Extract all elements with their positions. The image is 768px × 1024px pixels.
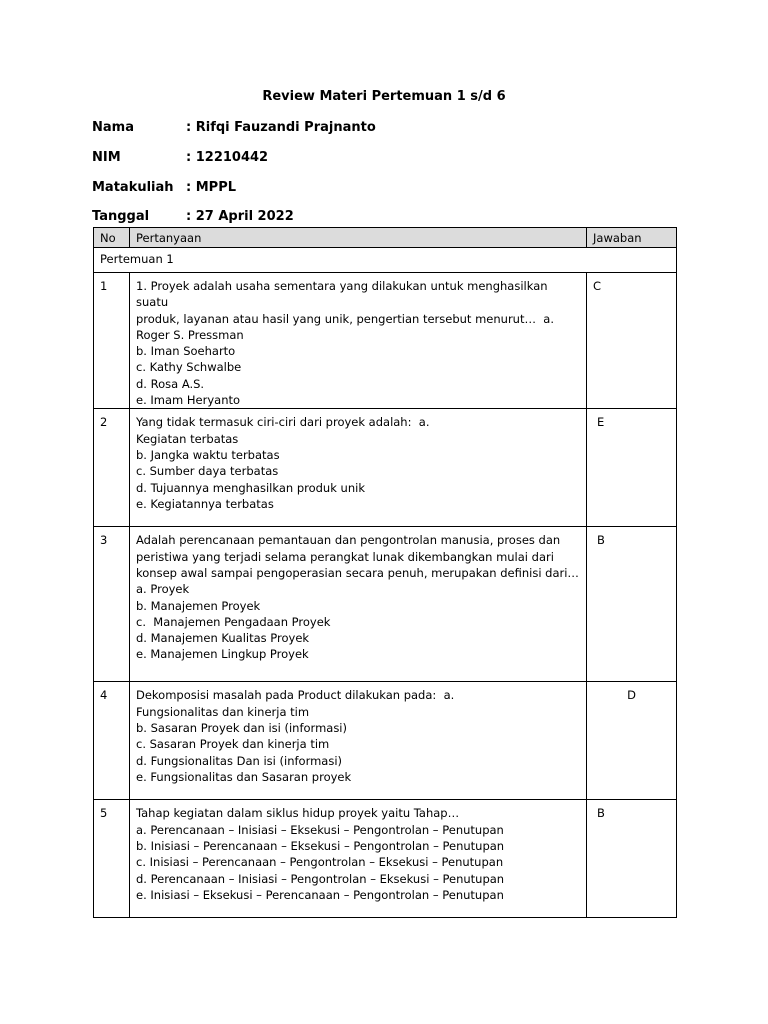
question-cell bbox=[130, 800, 587, 918]
table-row bbox=[94, 800, 677, 918]
option-line: d. Fungsionalitas Dan isi (informasi) bbox=[136, 753, 343, 768]
row-number: 1 bbox=[94, 273, 130, 409]
row-number: 4 bbox=[94, 682, 130, 800]
option-line: d. Rosa A.S. bbox=[136, 376, 205, 391]
info-label-nim: NIM bbox=[92, 150, 121, 165]
answer-cell: B bbox=[587, 800, 677, 918]
option-line: a. Perencanaan – Inisiasi – Eksekusi – Pengontrolan – Penutupan bbox=[136, 822, 504, 837]
question-cell bbox=[130, 273, 587, 409]
table-row bbox=[94, 273, 677, 409]
section-label: Pertemuan 1 bbox=[94, 248, 677, 273]
info-value-nim: : 12210442 bbox=[186, 150, 269, 165]
option-line: c. Kathy Schwalbe bbox=[136, 360, 242, 375]
info-label-tanggal: Tanggal bbox=[92, 209, 150, 224]
option-line: c. Manajemen Pengadaan Proyek bbox=[136, 614, 331, 629]
question-cell bbox=[130, 527, 587, 682]
section-row bbox=[94, 248, 677, 273]
row-number: 2 bbox=[94, 409, 130, 527]
header-question: Pertanyaan bbox=[130, 228, 587, 248]
question-line: Dekomposisi masalah pada Product dilakukan pada: a. bbox=[136, 688, 455, 703]
option-line: b. Iman Soeharto bbox=[136, 344, 236, 359]
info-value-matakuliah: : MPPL bbox=[186, 180, 237, 195]
info-row-matakuliah bbox=[92, 179, 236, 197]
option-line: b. Manajemen Proyek bbox=[136, 598, 261, 613]
header-no: No bbox=[94, 228, 130, 248]
option-line: e. Inisiasi – Eksekusi – Perencanaan – Pengontrolan – Penutupan bbox=[136, 887, 504, 902]
header-answer: Jawaban bbox=[587, 228, 677, 248]
document-title: Review Materi Pertemuan 1 s/d 6 bbox=[262, 89, 506, 104]
option-line: d. Perencanaan – Inisiasi – Pengontrolan – Eksekusi – Penutupan bbox=[136, 871, 505, 886]
answer-cell: D bbox=[587, 682, 677, 800]
option-line: Kegiatan terbatas bbox=[136, 431, 239, 446]
option-line: e. Fungsionalitas dan Sasaran proyek bbox=[136, 769, 352, 784]
question-table bbox=[93, 227, 677, 918]
info-label-nama: Nama bbox=[92, 120, 134, 135]
option-line: c. Sasaran Proyek dan kinerja tim bbox=[136, 737, 330, 752]
option-line: a. Proyek bbox=[136, 582, 190, 597]
question-line: Roger S. Pressman bbox=[136, 327, 244, 342]
info-row-tanggal bbox=[92, 208, 294, 226]
question-line: konsep awal sampai pengoperasian secara penuh, merupakan definisi dari… bbox=[136, 565, 579, 580]
option-line: e. Kegiatannya terbatas bbox=[136, 496, 274, 511]
table-row bbox=[94, 409, 677, 527]
table-row bbox=[94, 527, 677, 682]
row-number: 5 bbox=[94, 800, 130, 918]
option-line: c. Sumber daya terbatas bbox=[136, 464, 279, 479]
option-line: c. Inisiasi – Perencanaan – Pengontrolan – Eksekusi – Penutupan bbox=[136, 855, 504, 870]
option-line: d. Tujuannya menghasilkan produk unik bbox=[136, 480, 365, 495]
table-row bbox=[94, 682, 677, 800]
question-line: Adalah perencanaan pemantauan dan pengontrolan manusia, proses dan bbox=[136, 533, 561, 548]
info-value-nama: : Rifqi Fauzandi Prajnanto bbox=[186, 120, 376, 135]
answer-cell: B bbox=[587, 527, 677, 682]
info-row-nim bbox=[92, 149, 268, 167]
option-line: e. Imam Heryanto bbox=[136, 393, 241, 408]
row-number: 3 bbox=[94, 527, 130, 682]
option-line: b. Inisiasi – Perencanaan – Eksekusi – Pengontrolan – Penutupan bbox=[136, 838, 505, 853]
info-value-tanggal: : 27 April 2022 bbox=[186, 209, 294, 224]
answer-cell: E bbox=[587, 409, 677, 527]
question-line: Yang tidak termasuk ciri-ciri dari proyek adalah: a. bbox=[136, 415, 430, 430]
question-line: produk, layanan atau hasil yang unik, pengertian tersebut menurut… a. bbox=[136, 311, 554, 326]
question-cell bbox=[130, 409, 587, 527]
question-line: Tahap kegiatan dalam siklus hidup proyek yaitu Tahap… bbox=[136, 806, 460, 821]
question-line: 1. Proyek adalah usaha sementara yang dilakukan untuk menghasilkan suatu bbox=[136, 279, 552, 310]
option-line: e. Manajemen Lingkup Proyek bbox=[136, 647, 309, 662]
question-cell bbox=[130, 682, 587, 800]
info-label-matakuliah: Matakuliah bbox=[92, 180, 174, 195]
question-line: peristiwa yang terjadi selama perangkat lunak dikembangkan mulai dari bbox=[136, 549, 554, 564]
option-line: b. Jangka waktu terbatas bbox=[136, 447, 280, 462]
option-line: d. Manajemen Kualitas Proyek bbox=[136, 631, 310, 646]
option-line: Fungsionalitas dan kinerja tim bbox=[136, 704, 310, 719]
option-line: b. Sasaran Proyek dan isi (informasi) bbox=[136, 720, 347, 735]
answer-cell: C bbox=[587, 273, 677, 409]
info-row-nama bbox=[92, 119, 376, 137]
table-header-row bbox=[94, 228, 677, 248]
